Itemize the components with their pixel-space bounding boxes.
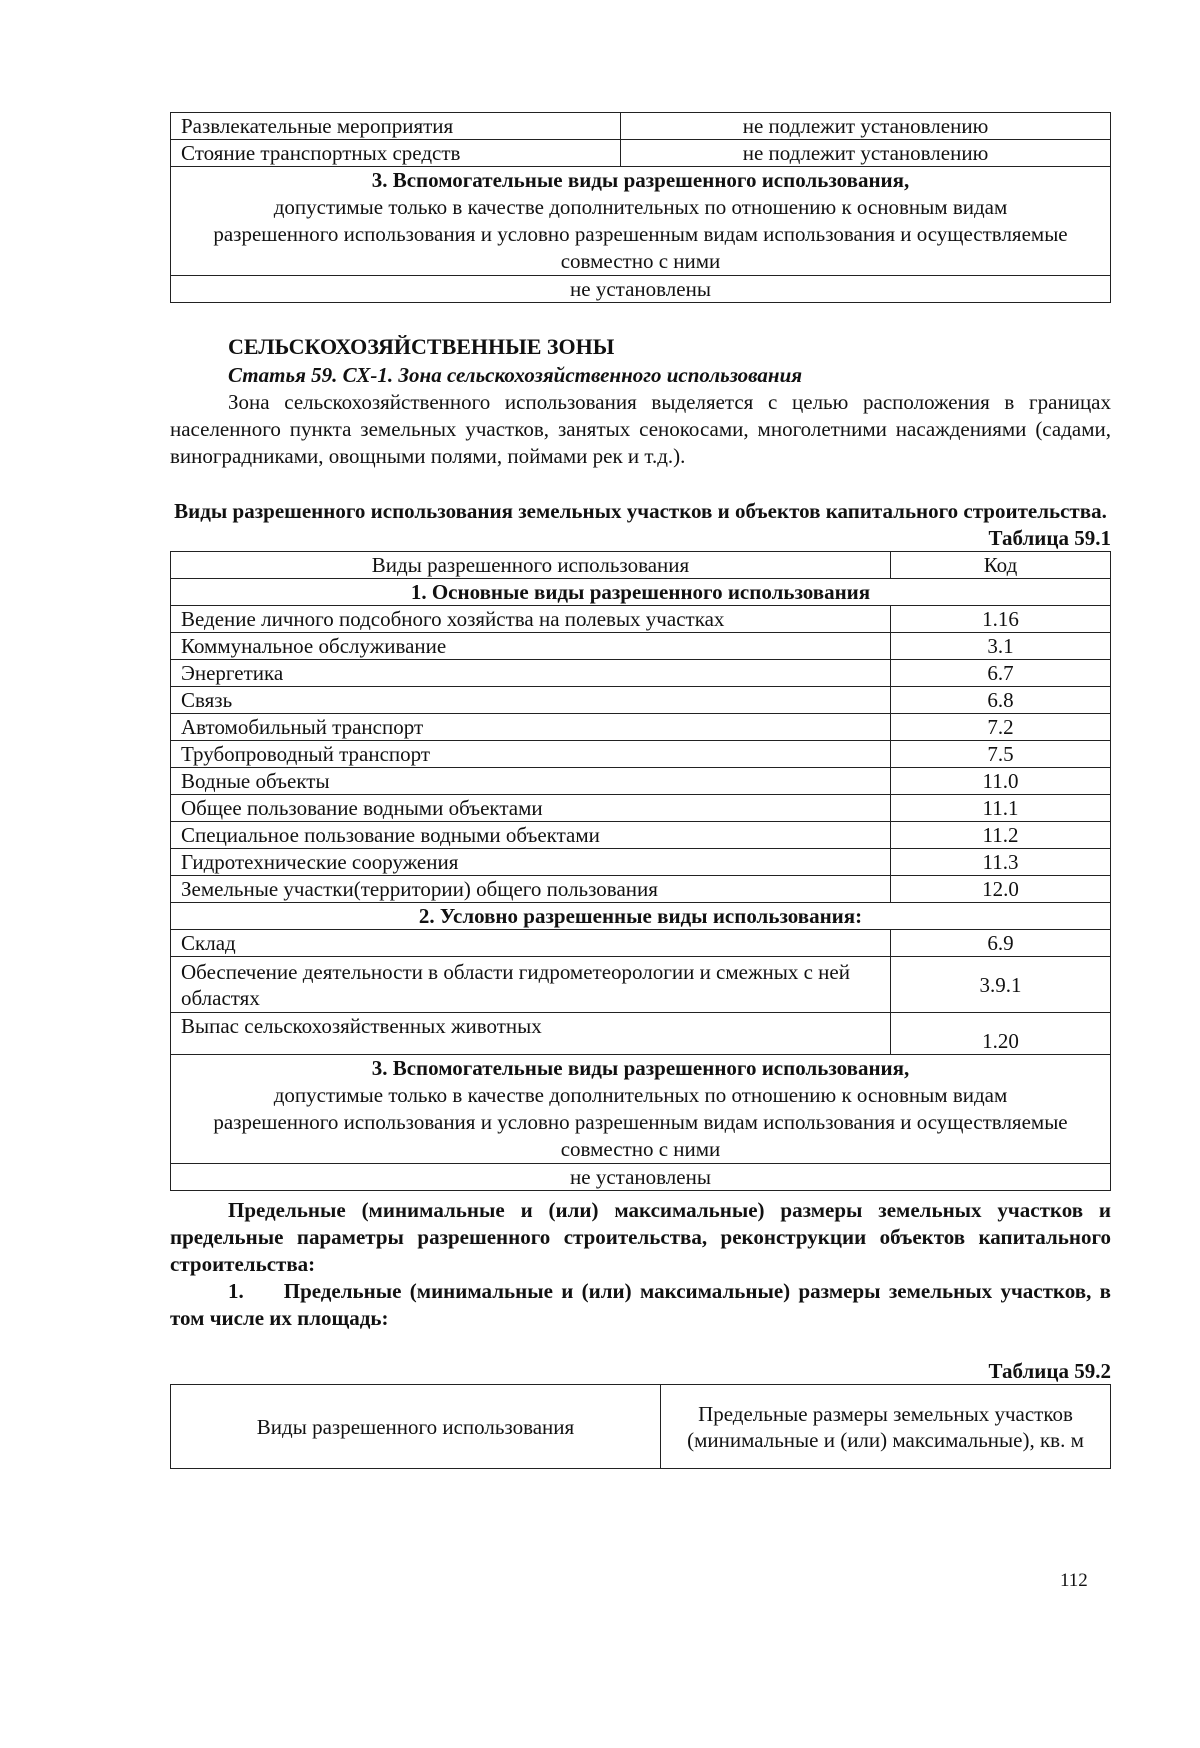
use-code: 1.16 <box>891 606 1111 633</box>
use-code: 7.5 <box>891 741 1111 768</box>
item-1 <box>170 1278 1111 1332</box>
use-name: Выпас сельскохозяйственных животных <box>171 1013 891 1055</box>
use-name: Связь <box>171 687 891 714</box>
section-row <box>171 579 1111 606</box>
use-name: Коммунальное обслуживание <box>171 633 891 660</box>
aux-text: допустимые только в качестве дополнительных по отношению к основным видам разрешенного использования и условно разрешенным видам использования и осуществляемые совместно с ними <box>213 195 1068 273</box>
table-row <box>171 113 1111 140</box>
table-row <box>171 822 1111 849</box>
article-title: Статья 59. СХ-1. Зона сельскохозяйственного использования <box>228 363 803 387</box>
use-name: Энергетика <box>171 660 891 687</box>
column-header: Предельные размеры земельных участков (минимальные и (или) максимальные), кв. м <box>661 1385 1111 1469</box>
use-name: Гидротехнические сооружения <box>171 849 891 876</box>
section-title: СЕЛЬСКОХОЗЯЙСТВЕННЫЕ ЗОНЫ <box>228 334 615 359</box>
table-header-row <box>171 1385 1111 1469</box>
aux-text: допустимые только в качестве дополнительных по отношению к основным видам разрешенного использования и условно разрешенным видам использования и осуществляемые совместно с ними <box>213 1083 1068 1161</box>
use-name: Специальное пользование водными объектами <box>171 822 891 849</box>
table-row <box>171 957 1111 1013</box>
table-row <box>171 741 1111 768</box>
column-header: Виды разрешенного использования <box>171 1385 661 1469</box>
aux-section-row <box>171 1055 1111 1164</box>
table-59-1 <box>170 551 1111 1191</box>
use-name: Общее пользование водными объектами <box>171 795 891 822</box>
item-1-text: Предельные (минимальные и (или) максимальные) размеры земельных участков, в том числе их площадь: <box>170 1279 1111 1330</box>
table2-caption: Таблица 59.2 <box>988 1359 1111 1383</box>
aux-value: не установлены <box>171 276 1111 303</box>
table-row <box>171 849 1111 876</box>
use-code: 11.1 <box>891 795 1111 822</box>
table-row <box>171 768 1111 795</box>
use-name: Трубопроводный транспорт <box>171 741 891 768</box>
aux-title: 3. Вспомогательные виды разрешенного использования, <box>371 1056 910 1080</box>
table-59-2 <box>170 1384 1111 1469</box>
aux-value-row <box>171 276 1111 303</box>
table-row <box>171 606 1111 633</box>
table-row <box>171 714 1111 741</box>
table-row <box>171 876 1111 903</box>
page-number: 112 <box>1060 1570 1088 1591</box>
table-row <box>171 633 1111 660</box>
section2-title: 2. Условно разрешенные виды использования: <box>171 903 1111 930</box>
column-header: Код <box>891 552 1111 579</box>
row-value: не подлежит установлению <box>621 140 1111 167</box>
table1-caption: Таблица 59.1 <box>988 526 1111 550</box>
aux-title: 3. Вспомогательные виды разрешенного использования, <box>371 168 910 192</box>
document-page <box>170 112 1111 1469</box>
table-row <box>171 660 1111 687</box>
use-code: 7.2 <box>891 714 1111 741</box>
aux-value-row <box>171 1164 1111 1191</box>
use-code: 3.1 <box>891 633 1111 660</box>
use-code: 3.9.1 <box>891 957 1111 1013</box>
section-row <box>171 903 1111 930</box>
use-name: Земельные участки(территории) общего пользования <box>171 876 891 903</box>
use-code: 11.0 <box>891 768 1111 795</box>
aux-value: не установлены <box>171 1164 1111 1191</box>
use-code: 11.2 <box>891 822 1111 849</box>
section1-title: 1. Основные виды разрешенного использования <box>171 579 1111 606</box>
column-header: Виды разрешенного использования <box>171 552 891 579</box>
table-row <box>171 1013 1111 1055</box>
table1-heading: Виды разрешенного использования земельных участков и объектов капитального строительства. <box>174 499 1107 523</box>
limits-paragraph: Предельные (минимальные и (или) максимальные) размеры земельных участков и предельные параметры разрешенного строительства, реконструкции объектов капитального строительства: <box>170 1198 1111 1276</box>
top-table <box>170 112 1111 303</box>
use-name: Автомобильный транспорт <box>171 714 891 741</box>
use-code: 6.8 <box>891 687 1111 714</box>
table-header-row <box>171 552 1111 579</box>
table-row <box>171 795 1111 822</box>
use-code: 6.9 <box>891 930 1111 957</box>
table-row <box>171 930 1111 957</box>
aux-section-row <box>171 167 1111 276</box>
row-value: не подлежит установлению <box>621 113 1111 140</box>
use-name: Водные объекты <box>171 768 891 795</box>
use-code: 6.7 <box>891 660 1111 687</box>
use-name: Обеспечение деятельности в области гидрометеорологии и смежных с ней областях <box>171 957 891 1013</box>
use-code: 12.0 <box>891 876 1111 903</box>
use-name: Склад <box>171 930 891 957</box>
item-1-number: 1. <box>228 1279 244 1303</box>
table-row <box>171 140 1111 167</box>
table-row <box>171 687 1111 714</box>
row-name: Развлекательные мероприятия <box>171 113 621 140</box>
row-name: Стояние транспортных средств <box>171 140 621 167</box>
use-code: 11.3 <box>891 849 1111 876</box>
use-name: Ведение личного подсобного хозяйства на полевых участках <box>171 606 891 633</box>
use-code: 1.20 <box>891 1013 1111 1055</box>
article-text: Зона сельскохозяйственного использования выделяется с целью расположения в границах населенного пункта земельных участков, занятых сенокосами, многолетними насаждениями (садами, виноградниками, овощными полями, поймами рек и т.д.). <box>170 390 1111 468</box>
